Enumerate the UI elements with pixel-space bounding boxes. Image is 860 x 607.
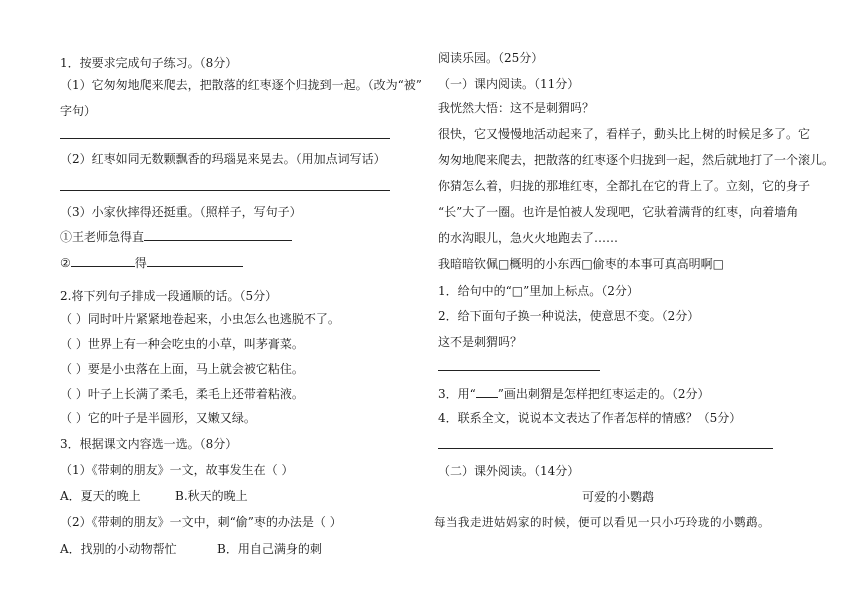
reading-section-title: 阅读乐园。（25分）: [438, 51, 544, 65]
example-2-text: 得: [134, 256, 147, 270]
q1-title: 1．按要求完成句子练习。（8分）: [60, 56, 238, 70]
q3-2-prompt: （2）《带刺的朋友》一文中，刺“偷”枣的办法是（ ）: [60, 515, 342, 529]
answer-line[interactable]: [438, 370, 600, 371]
example-2-marker: ②: [60, 256, 71, 270]
q1-3-prompt: （3）小家伙摔得还挺重。（照样子，写句子）: [60, 205, 302, 219]
reading-q3-start: 3．用“: [438, 387, 476, 401]
fill-blank[interactable]: [144, 228, 292, 241]
story-line: 每当我走进姑妈家的时候，便可以看见一只小巧玲珑的小鹦鹉。: [434, 515, 770, 529]
q2-item: （ ）它的叶子是半圆形，又嫩又绿。: [60, 411, 256, 425]
reading-q3: [438, 385, 710, 403]
fill-blank[interactable]: [71, 254, 135, 267]
q1-1-prompt: （1）它匆匆地爬来爬去，把散落的红枣逐个归拢到一起。（改为“被”: [60, 78, 422, 92]
reading-q2-sentence: 这不是刺猬吗？: [438, 335, 523, 349]
q1-3-example-1: [60, 228, 292, 246]
q2-item: （ ）同时叶片紧紧地卷起来，小虫怎么也逃脱不了。: [60, 312, 340, 326]
passage-line: 很快，它又慢慢地活动起来了，看样子，動头比上树的时候足多了。它: [438, 127, 811, 141]
q1-1-prompt-cont: 字句）: [60, 104, 97, 118]
q2-item: （ ）叶子上长满了柔毛，柔毛上还带着粘液。: [60, 387, 304, 401]
q2-item: （ ）世界上有一种会吃虫的小草，叫茅膏菜。: [60, 337, 304, 351]
part1-title: （一）课内阅读。（11分）: [438, 77, 580, 91]
q3-2-option-b: B．用自己满身的刺: [217, 542, 322, 556]
answer-line[interactable]: [60, 190, 390, 191]
reading-q2: 2．给下面句子换一种说法，使意思不变。（2分）: [438, 309, 700, 323]
underline-sample: [476, 385, 498, 398]
passage-line: 你猜怎么着，归拢的那堆红枣，全都扎在它的背上了。立刻，它的身子: [438, 179, 811, 193]
q2-item: （ ）要是小虫落在上面，马上就会被它粘住。: [60, 362, 304, 376]
reading-q4: 4．联系全文，说说本文表达了作者怎样的情感？（5分）: [438, 411, 742, 425]
reading-q3-end: ”画出刺猬是怎样把红枣运走的。（2分）: [497, 387, 710, 401]
answer-line[interactable]: [438, 448, 773, 449]
q3-1-option-a: A．夏天的晚上: [60, 489, 141, 503]
q3-1-option-b: B.秋天的晚上: [175, 489, 248, 503]
passage-line: 我恍然大悟：这不是刺猬吗？: [438, 101, 595, 115]
part2-title: （二）课外阅读。（14分）: [438, 464, 580, 478]
passage-line: “长”大了一圈。也许是怕被人发现吧，它驮着满背的红枣，向着墙角: [438, 205, 799, 219]
story-title: 可爱的小鹦鹉: [581, 490, 654, 504]
q2-title: 2.将下列句子排成一段通顺的话。（5分）: [60, 289, 278, 303]
example-1-text: ①王老师急得直: [60, 230, 145, 244]
passage-line: 匆匆地爬来爬去，把散落的红枣逐个归拢到一起，然后就地打了一个滚儿。: [438, 153, 835, 167]
answer-line[interactable]: [60, 138, 390, 139]
fill-blank[interactable]: [147, 254, 243, 267]
q1-2-prompt: （2）红枣如同无数颗飘香的玛瑙晃来晃去。（用加点词写话）: [60, 152, 386, 166]
passage-line: 的水沟眼儿，急火火地跑去了……: [438, 231, 619, 245]
passage-line: 我暗暗钦佩□概明的小东西□偷枣的本事可真高明啊□: [438, 257, 725, 271]
q1-3-example-2: [60, 254, 243, 272]
q3-1-prompt: （1）《带刺的朋友》一文，故事发生在（ ）: [60, 463, 294, 477]
q3-title: 3．根据课文内容选一选。（8分）: [60, 437, 238, 451]
reading-q1: 1．给句中的“□”里加上标点。（2分）: [438, 284, 639, 298]
q3-2-option-a: A．找别的小动物帮忙: [60, 542, 177, 556]
